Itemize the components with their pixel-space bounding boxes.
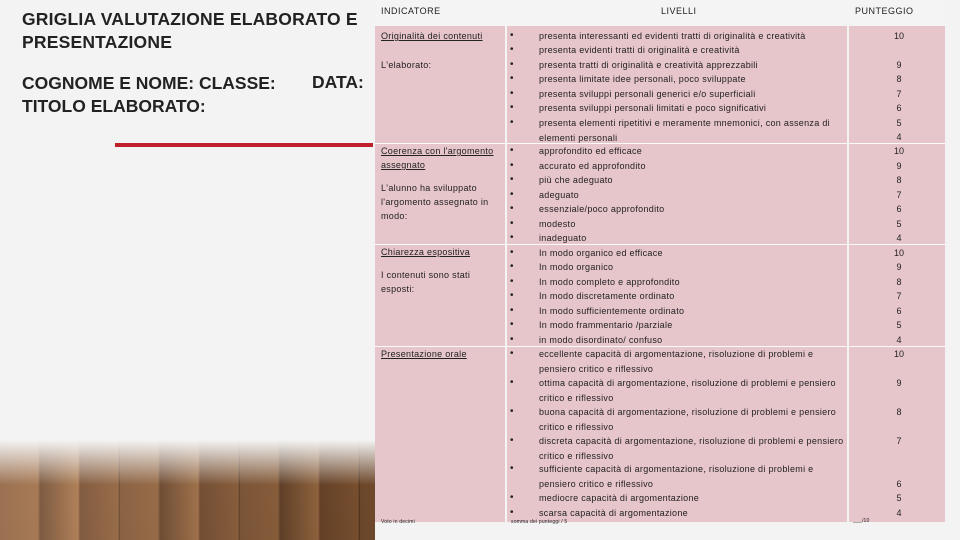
bullet-icon: • (510, 377, 514, 388)
indicator-title: Coerenza con l'argomento assegnato (381, 146, 494, 170)
score-value: 6 (896, 204, 902, 214)
level-text: presenta sviluppi personali generici e/o superficiali (539, 89, 756, 99)
bullet-icon: • (510, 348, 514, 359)
accent-divider (115, 143, 373, 147)
indicator-desc: I contenuti sono stati esposti: (381, 270, 471, 294)
bullet-icon: • (510, 117, 514, 128)
bullet-icon: • (510, 59, 514, 70)
bullet-icon: • (510, 276, 514, 287)
indicator-title: Chiarezza espositiva (381, 247, 471, 257)
score-value: 9 (896, 161, 902, 171)
level-text: sufficiente capacità di argomentazione, risoluzione di problemi e pensiero critico e riflessivo (539, 464, 814, 489)
score-value: 5 (896, 320, 902, 330)
title-label: TITOLO ELABORATO: (22, 96, 206, 116)
page-title: GRIGLIA VALUTAZIONE ELABORATO E PRESENTAZIONE (22, 9, 358, 52)
level-text: essenziale/poco approfondito (539, 204, 665, 214)
score-value: 4 (896, 335, 902, 345)
bullet-icon: • (510, 145, 514, 156)
level-text: In modo organico ed efficace (539, 248, 663, 258)
level-text: presenta interessanti ed evidenti tratti di originalità e creatività (539, 31, 806, 41)
bullet-icon: • (510, 463, 514, 474)
score-value: 4 (896, 132, 902, 142)
indicator-title: Presentazione orale (381, 349, 467, 359)
score-value: 4 (896, 233, 902, 243)
indicator-desc: L'alunno ha sviluppato l'argomento assegnato in modo: (381, 183, 489, 221)
level-text: In modo organico (539, 262, 614, 272)
score-value: 10 (893, 248, 904, 258)
header-punteggio: PUNTEGGIO (849, 0, 945, 26)
score-value: 8 (896, 74, 902, 84)
bullet-icon: • (510, 435, 514, 446)
level-text: più che adeguato (539, 175, 613, 185)
bullet-icon: • (510, 261, 514, 272)
score-value: 9 (896, 60, 902, 70)
level-text: presenta elementi ripetitivi e meramente mnemonici, con assenza di elementi personali (539, 118, 830, 143)
bullet-icon: • (510, 44, 514, 55)
level-text: discreta capacità di argomentazione, risoluzione di problemi e pensiero critico e riflessivo (539, 436, 844, 461)
level-text: In modo frammentario /parziale (539, 320, 673, 330)
level-text: scarsa capacità di argomentazione (539, 508, 688, 518)
bullet-icon: • (510, 203, 514, 214)
score-value: 7 (896, 89, 902, 99)
bullet-icon: • (510, 319, 514, 330)
column-divider (505, 0, 507, 522)
footer-grade-blank: ___/10 (853, 518, 870, 524)
score-value: 6 (896, 103, 902, 113)
score-value: 9 (896, 262, 902, 272)
indicator-title: Originalità dei contenuti (381, 31, 483, 41)
bullet-icon: • (510, 160, 514, 171)
name-class-label: COGNOME E NOME: CLASSE: (22, 73, 276, 93)
bullet-icon: • (510, 102, 514, 113)
level-text: presenta tratti di originalità e creatività apprezzabili (539, 60, 758, 70)
bullet-icon: • (510, 406, 514, 417)
score-value: 8 (896, 277, 902, 287)
score-value: 8 (896, 407, 902, 417)
level-text: In modo completo e approfondito (539, 277, 680, 287)
column-divider (847, 0, 849, 522)
level-text: buona capacità di argomentazione, risoluzione di problemi e pensiero critico e riflessivo (539, 407, 837, 432)
bullet-icon: • (510, 305, 514, 316)
level-text: modesto (539, 219, 576, 229)
bullet-icon: • (510, 247, 514, 258)
score-value: 7 (896, 436, 902, 446)
score-value: 10 (893, 146, 904, 156)
level-text: presenta sviluppi personali limitati e poco significativi (539, 103, 767, 113)
bullet-icon: • (510, 232, 514, 243)
score-value: 9 (896, 378, 902, 388)
level-text: presenta limitate idee personali, poco sviluppate (539, 74, 746, 84)
date-label: DATA: (312, 72, 364, 92)
level-text: adeguato (539, 190, 579, 200)
level-text: eccellente capacità di argomentazione, risoluzione di problemi e pensiero critico e riflessivo (539, 349, 814, 374)
header-indicatore: INDICATORE (375, 0, 505, 26)
score-value: 6 (896, 479, 902, 489)
level-text: In modo discretamente ordinato (539, 291, 675, 301)
score-value: 6 (896, 306, 902, 316)
score-value: 10 (893, 31, 904, 41)
bullet-icon: • (510, 334, 514, 345)
level-text: approfondito ed efficace (539, 146, 643, 156)
bullet-icon: • (510, 290, 514, 301)
score-value: 5 (896, 219, 902, 229)
footer-formula: somma dei punteggi / 5 (511, 519, 568, 525)
level-text: In modo sufficientemente ordinato (539, 306, 685, 316)
header-livelli: LIVELLI (507, 0, 847, 26)
level-text: accurato ed approfondito (539, 161, 646, 171)
bullet-icon: • (510, 507, 514, 518)
footer-grade-label: Voto in decimi (381, 519, 415, 525)
level-text: in modo disordinato/ confuso (539, 335, 663, 345)
bullet-icon: • (510, 73, 514, 84)
score-value: 7 (896, 291, 902, 301)
score-value: 5 (896, 493, 902, 503)
indicator-desc: L'elaborato: (381, 60, 432, 70)
score-value: 4 (896, 508, 902, 518)
score-value: 8 (896, 175, 902, 185)
bullet-icon: • (510, 174, 514, 185)
wood-floor-decoration (0, 440, 375, 540)
score-value: 10 (893, 349, 904, 359)
bullet-icon: • (510, 189, 514, 200)
score-value: 5 (896, 118, 902, 128)
level-text: ottima capacità di argomentazione, risoluzione di problemi e pensiero critico e riflessivo (539, 378, 836, 403)
score-value: 7 (896, 190, 902, 200)
level-text: inadeguato (539, 233, 587, 243)
level-text: presenta evidenti tratti di originalità e creatività (539, 45, 740, 55)
bullet-icon: • (510, 492, 514, 503)
level-text: mediocre capacità di argomentazione (539, 493, 700, 503)
bullet-icon: • (510, 30, 514, 41)
bullet-icon: • (510, 88, 514, 99)
bullet-icon: • (510, 218, 514, 229)
